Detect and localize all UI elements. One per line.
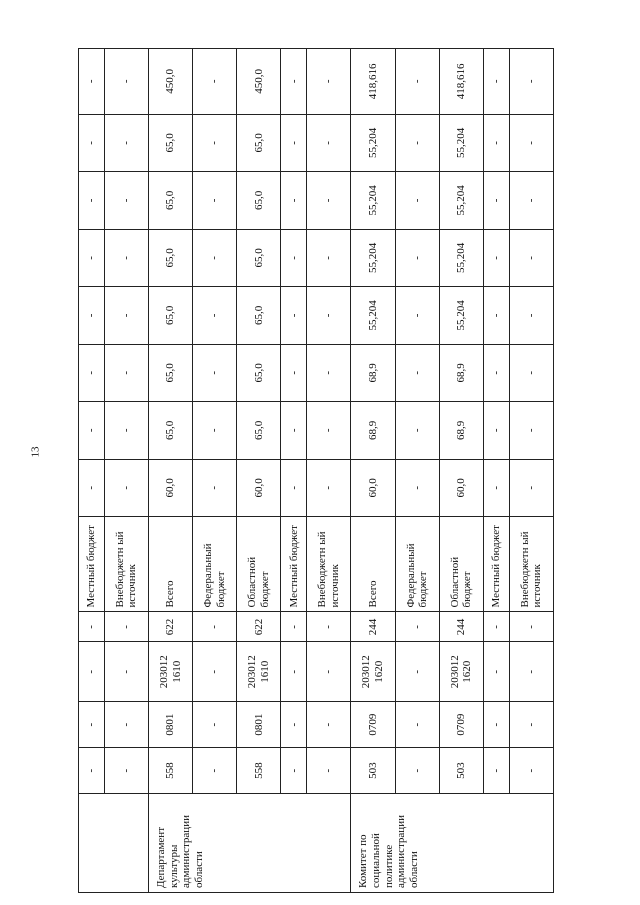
value-cell: -: [79, 287, 105, 344]
value-cell: -: [104, 402, 148, 459]
value-cell: -: [307, 114, 351, 171]
funding-source-cell: Всего: [148, 517, 192, 612]
value-cell: 55,204: [351, 287, 395, 344]
code-cell-c1: -: [104, 748, 148, 794]
code-cell-c4: -: [307, 612, 351, 642]
table-row: [483, 49, 509, 893]
value-cell: -: [79, 344, 105, 401]
code-cell-c3: -: [395, 642, 439, 702]
funding-source-cell: Всего: [351, 517, 395, 612]
code-cell-c2: -: [483, 702, 509, 748]
value-cell: -: [395, 229, 439, 286]
department-cell: [79, 794, 149, 893]
value-cell: -: [509, 229, 553, 286]
code-cell-c4: 622: [148, 612, 192, 642]
value-cell: -: [193, 114, 237, 171]
code-cell-c4: -: [281, 612, 307, 642]
value-cell: -: [79, 229, 105, 286]
value-cell: -: [193, 287, 237, 344]
code-cell-c4: -: [193, 612, 237, 642]
value-cell: 55,204: [439, 114, 483, 171]
code-cell-c4: 622: [237, 612, 281, 642]
code-cell-c2: -: [395, 702, 439, 748]
value-cell: 60,0: [237, 459, 281, 516]
department-cell: Департамент культуры администрации области: [148, 794, 350, 893]
funding-source-cell: Местный бюджет: [79, 517, 105, 612]
code-cell-c3: -: [483, 642, 509, 702]
code-cell-c2: -: [281, 702, 307, 748]
value-cell: -: [104, 459, 148, 516]
budget-table: [78, 48, 554, 893]
value-cell: -: [509, 402, 553, 459]
value-cell: -: [104, 287, 148, 344]
value-cell: 55,204: [439, 172, 483, 229]
value-cell: -: [193, 49, 237, 115]
funding-source-cell: Внебюджетн ый источник: [509, 517, 553, 612]
code-cell-c3: 203012 1610: [237, 642, 281, 702]
value-cell: 55,204: [351, 229, 395, 286]
value-cell: -: [281, 344, 307, 401]
table-row: [79, 49, 105, 893]
value-cell: 65,0: [148, 402, 192, 459]
value-cell: 65,0: [237, 344, 281, 401]
code-cell-c3: 203012 1610: [148, 642, 192, 702]
value-cell: 60,0: [439, 459, 483, 516]
table-row: [281, 49, 307, 893]
value-cell: 55,204: [351, 114, 395, 171]
table-row: [148, 49, 192, 893]
value-cell: -: [395, 114, 439, 171]
code-cell-c3: -: [307, 642, 351, 702]
value-cell: 450,0: [148, 49, 192, 115]
value-cell: -: [509, 114, 553, 171]
value-cell: -: [281, 402, 307, 459]
value-cell: -: [281, 229, 307, 286]
code-cell-c1: -: [79, 748, 105, 794]
code-cell-c1: -: [395, 748, 439, 794]
value-cell: -: [509, 49, 553, 115]
value-cell: -: [79, 49, 105, 115]
value-cell: -: [395, 344, 439, 401]
code-cell-c2: -: [79, 702, 105, 748]
table-row: [509, 49, 553, 893]
value-cell: -: [483, 459, 509, 516]
value-cell: -: [483, 49, 509, 115]
code-cell-c2: -: [307, 702, 351, 748]
value-cell: 65,0: [237, 402, 281, 459]
budget-table-container: [78, 48, 554, 893]
value-cell: -: [395, 49, 439, 115]
value-cell: -: [483, 172, 509, 229]
code-cell-c1: -: [193, 748, 237, 794]
rotated-table-frame: [78, 48, 554, 893]
value-cell: 450,0: [237, 49, 281, 115]
value-cell: 65,0: [237, 172, 281, 229]
value-cell: 418,616: [439, 49, 483, 115]
value-cell: -: [509, 344, 553, 401]
code-cell-c2: 0801: [237, 702, 281, 748]
code-cell-c3: -: [281, 642, 307, 702]
code-cell-c3: -: [104, 642, 148, 702]
value-cell: 65,0: [148, 344, 192, 401]
value-cell: -: [193, 402, 237, 459]
value-cell: -: [395, 402, 439, 459]
value-cell: 68,9: [439, 344, 483, 401]
value-cell: -: [281, 172, 307, 229]
value-cell: -: [281, 459, 307, 516]
code-cell-c2: 0709: [351, 702, 395, 748]
value-cell: 418,616: [351, 49, 395, 115]
code-cell-c3: -: [193, 642, 237, 702]
value-cell: -: [104, 114, 148, 171]
value-cell: 65,0: [237, 114, 281, 171]
value-cell: -: [79, 172, 105, 229]
value-cell: 65,0: [148, 114, 192, 171]
value-cell: 65,0: [237, 287, 281, 344]
funding-source-cell: Областной бюджет: [237, 517, 281, 612]
code-cell-c1: 503: [351, 748, 395, 794]
value-cell: -: [483, 229, 509, 286]
code-cell-c3: -: [509, 642, 553, 702]
value-cell: -: [307, 229, 351, 286]
value-cell: -: [193, 229, 237, 286]
value-cell: -: [79, 114, 105, 171]
value-cell: -: [281, 287, 307, 344]
code-cell-c1: 503: [439, 748, 483, 794]
value-cell: 68,9: [351, 344, 395, 401]
code-cell-c2: 0801: [148, 702, 192, 748]
value-cell: 55,204: [439, 287, 483, 344]
value-cell: 65,0: [237, 229, 281, 286]
value-cell: -: [104, 229, 148, 286]
value-cell: -: [483, 344, 509, 401]
value-cell: -: [193, 172, 237, 229]
value-cell: -: [104, 172, 148, 229]
value-cell: 60,0: [351, 459, 395, 516]
code-cell-c1: -: [509, 748, 553, 794]
code-cell-c1: 558: [148, 748, 192, 794]
page-number: 13: [29, 446, 42, 458]
value-cell: -: [307, 49, 351, 115]
code-cell-c1: -: [483, 748, 509, 794]
value-cell: -: [193, 344, 237, 401]
code-cell-c3: -: [79, 642, 105, 702]
value-cell: -: [395, 287, 439, 344]
value-cell: -: [307, 172, 351, 229]
table-row: [395, 49, 439, 893]
code-cell-c2: 0709: [439, 702, 483, 748]
value-cell: -: [509, 287, 553, 344]
code-cell-c3: 203012 1620: [351, 642, 395, 702]
value-cell: -: [509, 459, 553, 516]
value-cell: -: [104, 344, 148, 401]
code-cell-c2: -: [193, 702, 237, 748]
funding-source-cell: Федеральный бюджет: [395, 517, 439, 612]
value-cell: -: [395, 172, 439, 229]
value-cell: -: [483, 402, 509, 459]
funding-source-cell: Местный бюджет: [281, 517, 307, 612]
table-row: [104, 49, 148, 893]
value-cell: 55,204: [439, 229, 483, 286]
value-cell: -: [193, 459, 237, 516]
funding-source-cell: Областной бюджет: [439, 517, 483, 612]
table-row: [193, 49, 237, 893]
table-row: [351, 49, 395, 893]
value-cell: 68,9: [439, 402, 483, 459]
code-cell-c4: 244: [351, 612, 395, 642]
value-cell: -: [79, 459, 105, 516]
code-cell-c2: -: [509, 702, 553, 748]
table-row: [237, 49, 281, 893]
code-cell-c3: 203012 1620: [439, 642, 483, 702]
value-cell: -: [307, 459, 351, 516]
funding-source-cell: Внебюджетн ый источник: [307, 517, 351, 612]
value-cell: -: [307, 344, 351, 401]
value-cell: 68,9: [351, 402, 395, 459]
value-cell: -: [483, 114, 509, 171]
value-cell: -: [395, 459, 439, 516]
funding-source-cell: Местный бюджет: [483, 517, 509, 612]
code-cell-c4: -: [483, 612, 509, 642]
code-cell-c4: 244: [439, 612, 483, 642]
table-row: [307, 49, 351, 893]
value-cell: -: [307, 287, 351, 344]
value-cell: 65,0: [148, 172, 192, 229]
code-cell-c4: -: [395, 612, 439, 642]
table-row: [439, 49, 483, 893]
value-cell: -: [79, 402, 105, 459]
code-cell-c1: -: [281, 748, 307, 794]
value-cell: 65,0: [148, 229, 192, 286]
code-cell-c4: -: [79, 612, 105, 642]
value-cell: 55,204: [351, 172, 395, 229]
code-cell-c1: -: [307, 748, 351, 794]
value-cell: 65,0: [148, 287, 192, 344]
value-cell: 60,0: [148, 459, 192, 516]
department-cell: Комитет по социальной политике администрации области: [351, 794, 554, 893]
value-cell: -: [509, 172, 553, 229]
code-cell-c4: -: [509, 612, 553, 642]
code-cell-c1: 558: [237, 748, 281, 794]
value-cell: -: [104, 49, 148, 115]
code-cell-c4: -: [104, 612, 148, 642]
value-cell: -: [307, 402, 351, 459]
funding-source-cell: Федеральный бюджет: [193, 517, 237, 612]
code-cell-c2: -: [104, 702, 148, 748]
funding-source-cell: Внебюджетн ый источник: [104, 517, 148, 612]
value-cell: -: [483, 287, 509, 344]
value-cell: -: [281, 114, 307, 171]
value-cell: -: [281, 49, 307, 115]
